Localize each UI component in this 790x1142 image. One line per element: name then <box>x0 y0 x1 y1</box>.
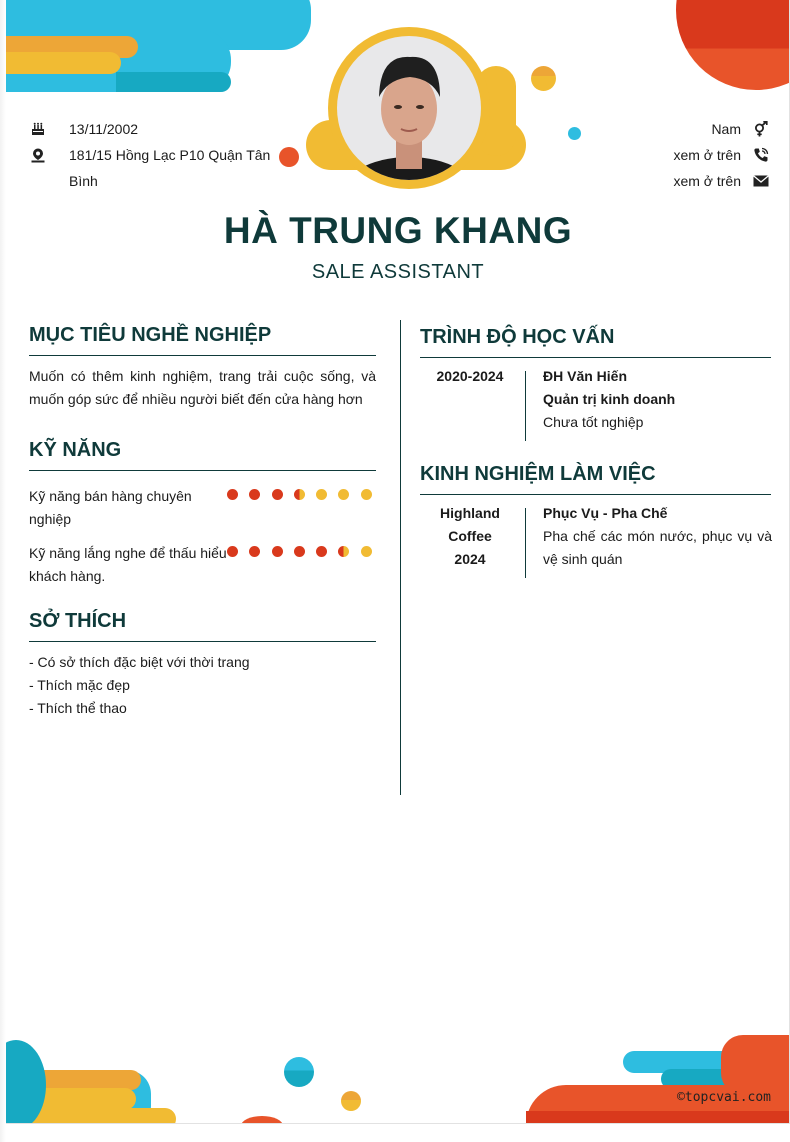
decor-yellow-dot <box>531 66 556 91</box>
rating-dot <box>316 546 327 557</box>
phone-text: xem ở trên <box>673 147 741 163</box>
skill-rating <box>227 546 383 557</box>
decor-top-right-circle <box>676 0 790 90</box>
gender-text: Nam <box>711 121 741 137</box>
skill-label: Kỹ năng lắng nghe để thấu hiểu khách hàng. <box>29 545 227 584</box>
objective-text: Muốn có thêm kinh nghiệm, trang trải cuộc sống, và muốn góp sức để nhiều người biết đến cửa hàng hơn <box>29 368 376 407</box>
skill-row <box>29 485 379 531</box>
decor-red-dot <box>279 147 299 167</box>
experience-heading: KINH NGHIỆM LÀM VIỆC <box>420 463 771 495</box>
job-title: SALE ASSISTANT <box>311 261 485 283</box>
decor-bottom-right <box>521 1035 790 1124</box>
hobby-item: - Thích thể thao <box>29 700 127 716</box>
experience-entry <box>420 502 772 582</box>
timeline-line <box>525 508 526 578</box>
email-text: xem ở trên <box>673 173 741 189</box>
objective-heading: MỤC TIÊU NGHỀ NGHIỆP <box>29 324 376 356</box>
experience-company-year <box>420 502 520 571</box>
rating-dot <box>361 546 372 557</box>
rating-dot <box>227 489 238 500</box>
rating-dot <box>338 546 349 557</box>
experience-role: Phục Vụ - Pha Chế <box>543 505 668 521</box>
decor-blue-circle <box>284 1057 314 1087</box>
decor-yellow-circle <box>341 1091 361 1111</box>
contact-phone <box>673 142 769 168</box>
phone-icon <box>753 142 769 168</box>
rating-dot <box>316 489 327 500</box>
avatar <box>328 27 490 189</box>
location-pin-icon <box>31 142 53 168</box>
rating-dot <box>227 546 238 557</box>
decor-bottom-left <box>6 1030 206 1124</box>
experience-company: Highland <box>440 505 500 521</box>
rating-dot <box>272 546 283 557</box>
rating-dot <box>249 546 260 557</box>
education-note: Chưa tốt nghiệp <box>543 414 644 430</box>
candidate-name: HÀ TRUNG KHANG <box>223 210 573 251</box>
rating-dot <box>361 489 372 500</box>
skills-heading: KỸ NĂNG <box>29 439 376 471</box>
decor-blue-dot <box>568 127 581 140</box>
education-major: Quản trị kinh doanh <box>543 391 676 407</box>
contact-gender <box>711 116 769 142</box>
watermark: ©topcvai.com <box>677 1090 771 1105</box>
rating-dot <box>294 489 305 500</box>
hobby-item: - Thích mặc đẹp <box>29 677 130 693</box>
education-heading: TRÌNH ĐỘ HỌC VẤN <box>420 326 771 358</box>
rating-dot <box>338 489 349 500</box>
contact-address <box>31 142 279 194</box>
experience-desc: Pha chế các món nước, phục vụ và vệ sinh quán <box>543 528 772 567</box>
cv-page <box>6 0 790 1124</box>
column-divider <box>400 320 401 795</box>
timeline-line <box>525 371 526 441</box>
avatar-photo <box>328 27 490 189</box>
experience-year: 2024 <box>454 551 486 567</box>
rating-dot <box>272 489 283 500</box>
education-entry <box>420 365 772 445</box>
contact-birthday <box>31 116 279 142</box>
contact-email <box>673 168 769 194</box>
decor-top-left <box>6 0 326 100</box>
birthday-text: 13/11/2002 <box>69 121 139 137</box>
skill-label: Kỹ năng bán hàng chuyên nghiệp <box>29 488 192 527</box>
rating-dot <box>294 546 305 557</box>
skill-row <box>29 542 379 588</box>
skill-rating <box>227 489 383 500</box>
experience-details <box>543 502 772 571</box>
education-details <box>543 365 772 434</box>
address-text: 181/15 Hồng Lạc P10 Quận Tân Bình <box>69 147 271 189</box>
hobbies-heading: SỞ THÍCH <box>29 610 376 642</box>
envelope-icon <box>753 168 769 194</box>
hobby-item: - Có sở thích đặc biệt với thời trang <box>29 654 250 670</box>
birthday-cake-icon <box>31 116 53 142</box>
education-period: 2020-2024 <box>436 368 504 384</box>
rating-dot <box>249 489 260 500</box>
education-school: ĐH Văn Hiến <box>543 368 628 384</box>
gender-icon <box>753 116 769 142</box>
experience-company: Coffee <box>448 528 492 544</box>
decor-red-arc <box>241 1116 283 1124</box>
